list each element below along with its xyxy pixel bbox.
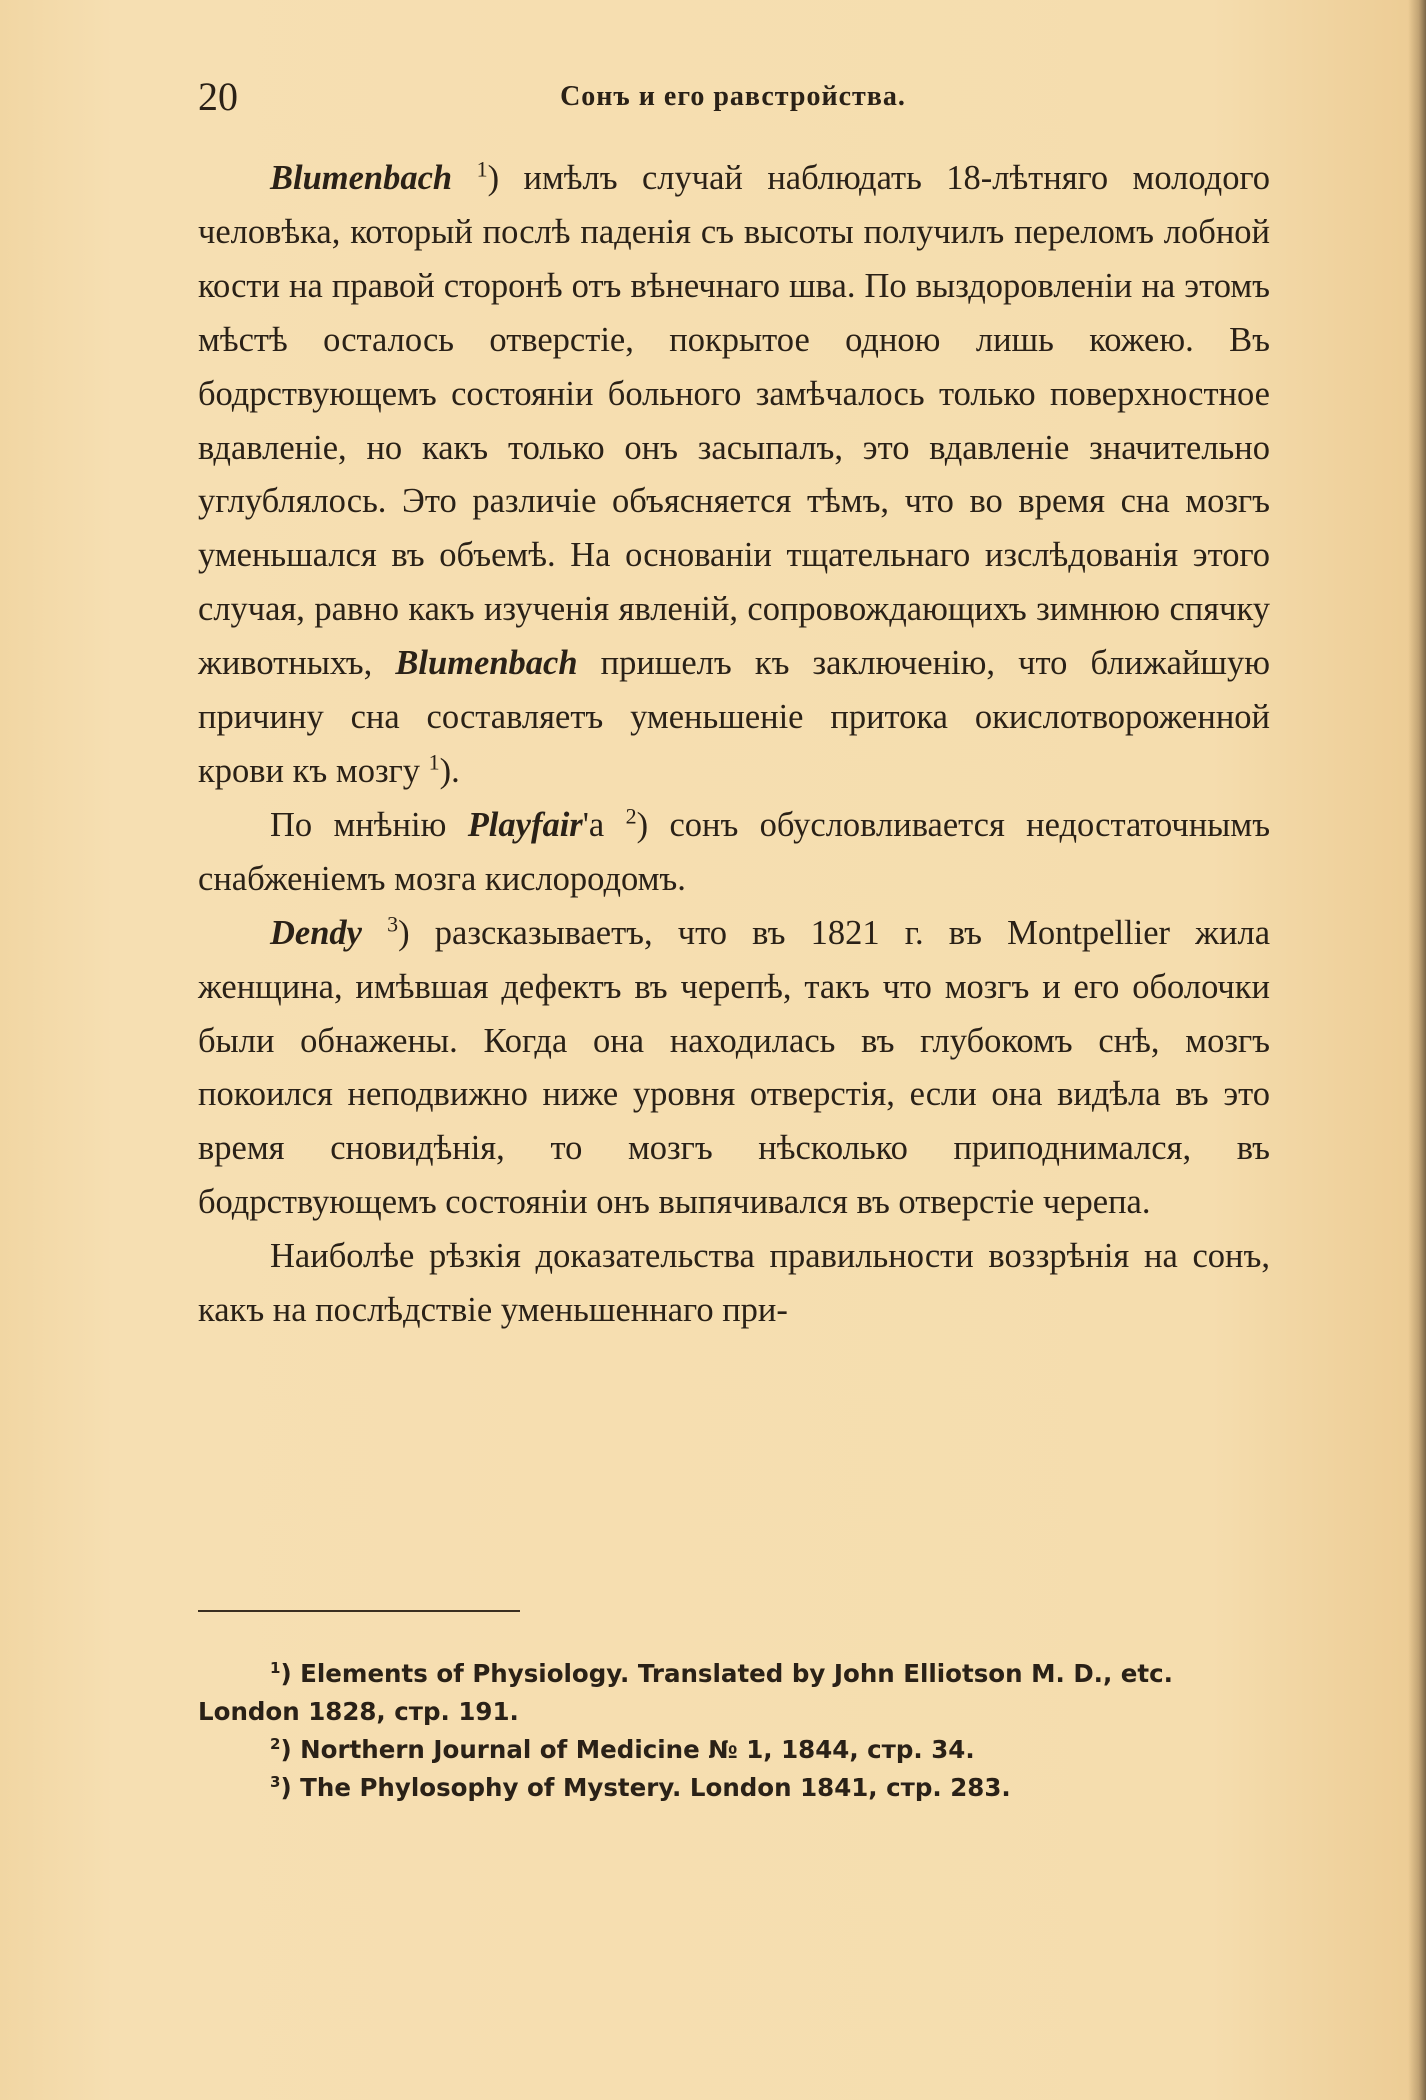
page-edge-shadow	[1408, 0, 1426, 2100]
footnote-ref: 1	[476, 156, 488, 182]
paragraph-text: пришелъ къ заключенію, что ближайшую причину сна составляетъ уменьшеніе притока окислотвороженной крови къ мозгу	[198, 644, 1271, 790]
body-text	[198, 152, 1270, 1338]
footnote-ref: 3	[387, 911, 399, 937]
footnote-divider	[198, 1610, 520, 1612]
footnote-text: ) Elements of Physiology. Translated by John Elliotson M. D., etc. London 1828, стр. 191.	[198, 1659, 1173, 1726]
paragraph-text: ) разсказываетъ, что въ 1821 г. въ Montpellier жила женщина, имѣвшая дефектъ въ черепѣ, такъ что мозгъ и его оболочки были обнажены. Когда она находилась въ глубокомъ снѣ, мозгъ покоился неподвижно ниже уровня отверстія, если она видѣла въ это время сновидѣнія, то мозгъ нѣсколько приподнимался, въ бодрствующемъ состояніи онъ выпячивался въ отверстіе черепа.	[198, 913, 1271, 1222]
footnote	[198, 1655, 1278, 1731]
paragraph	[198, 799, 1270, 907]
footnote-ref: 1	[428, 749, 440, 775]
footnote-text: ) Northern Journal of Medicine № 1, 1844, стр. 34.	[280, 1735, 975, 1764]
paragraph-text: ).	[439, 751, 460, 790]
footnote-mark: 2	[270, 1734, 281, 1753]
author-name: Playfair	[467, 805, 583, 844]
author-name: Dendy	[270, 913, 362, 952]
footnote	[198, 1731, 1278, 1769]
footnote	[198, 1769, 1278, 1807]
running-title: Сонъ и его равстройства.	[560, 81, 906, 112]
paragraph	[198, 1230, 1270, 1338]
paragraph	[198, 907, 1270, 1230]
author-name: Blumenbach	[270, 159, 453, 197]
paragraph-text: ) имѣлъ случай наблюдать 18-лѣтняго молодого человѣка, который послѣ паденія съ высоты получилъ переломъ лобной кости на правой сторонѣ отъ вѣнечнаго шва. По выздоровленіи на этомъ мѣстѣ осталось отверстіе, покрытое одною лишь кожею. Въ бодрствующемъ состояніи больного замѣчалось только поверхностное вдавленіе, но какъ только онъ засыпалъ, это вдавленіе значительно углублялось. Это различіе объясняется тѣмъ, что во время сна мозгъ уменьшался въ объемѣ. На основаніи тщательнаго изслѣдованія этого случая, равно какъ изученія явленій, сопровождающихъ зимнюю спячку животныхъ,	[198, 159, 1270, 683]
footnote-mark: 1	[270, 1658, 281, 1677]
author-name: Blumenbach	[395, 644, 578, 683]
paragraph-text: Наиболѣе рѣзкія доказательства правильности воззрѣнія на сонъ, какъ на послѣдствіе уменьшеннаго при-	[198, 1237, 1270, 1330]
footnote-mark: 3	[270, 1772, 281, 1791]
footnotes	[198, 1655, 1278, 1807]
footnote-text: ) The Phylosophy of Mystery. London 1841, стр. 283.	[280, 1773, 1011, 1802]
page-header	[198, 72, 1268, 122]
paragraph-text: ) сонъ обусловливается недостаточнымъ снабженіемъ мозга кислородомъ.	[198, 805, 1271, 898]
footnote-ref: 2	[625, 803, 637, 829]
paragraph-text: 'а	[582, 805, 605, 844]
paragraph-text: По мнѣнію	[270, 805, 447, 844]
paragraph	[198, 152, 1270, 799]
page-number: 20	[198, 74, 238, 119]
